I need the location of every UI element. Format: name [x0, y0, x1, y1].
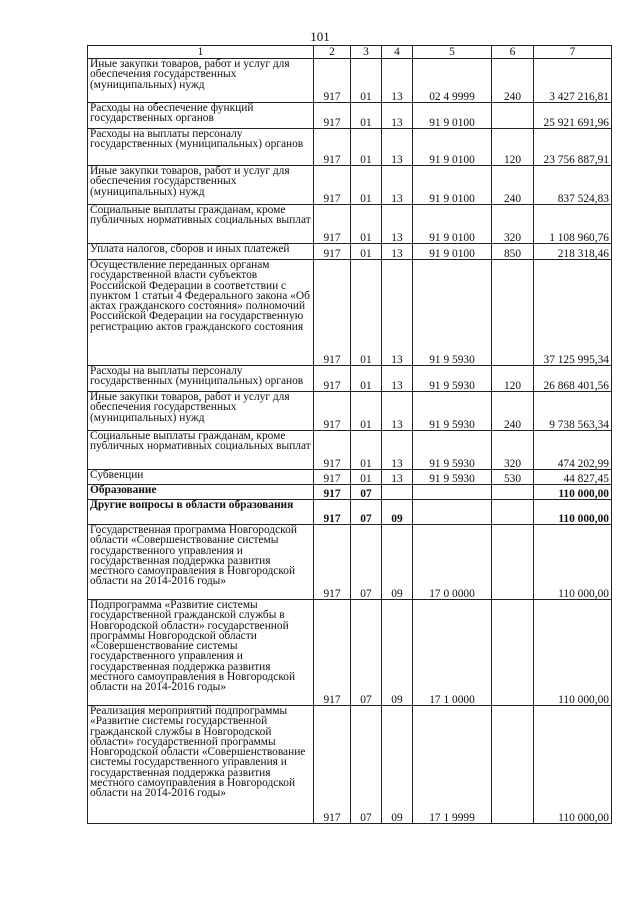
amount: 474 202,99 — [534, 431, 612, 470]
item-name: Расходы на обеспечение функций государственных органов — [88, 103, 314, 129]
subsection-code: 09 — [382, 706, 413, 824]
subsection-code: 13 — [382, 103, 413, 129]
target-article-code: 91 9 0100 — [413, 205, 492, 244]
table-row — [88, 485, 612, 500]
section-code: 01 — [351, 366, 382, 392]
table-row — [88, 129, 612, 166]
expense-type-code: 120 — [492, 129, 534, 166]
target-article-code: 17 1 9999 — [413, 706, 492, 824]
table-row — [88, 706, 612, 824]
expense-type-code: 320 — [492, 431, 534, 470]
page-number: 101 — [310, 29, 330, 44]
target-article-code: 17 0 0000 — [413, 525, 492, 600]
item-name: Осуществление переданных органам государственной власти субъектов Российской Федерации в соответствии с пунктом 1 статьи 4 Федерального закона «Об актах гражданского состояния» полномочий Российской Федерации на государственную регистрацию актов гражданского состояния — [88, 260, 314, 366]
section-code: 07 — [351, 485, 382, 500]
expense-type-code — [492, 706, 534, 824]
table-row — [88, 103, 612, 129]
item-name: Подпрограмма «Развитие системы государственной гражданской службы в Новгородской области» государственной программы Новгородской области «Совершенствование системы государственного управления и государственная поддержка развития местного самоуправления в Новгородской области на 2014-2016 годы» — [88, 600, 314, 706]
target-article-code: 91 9 5930 — [413, 470, 492, 485]
subsection-code: 13 — [382, 166, 413, 205]
item-name: Социальные выплаты гражданам, кроме публичных нормативных социальных выплат — [88, 431, 314, 470]
ministry-code: 917 — [314, 706, 351, 824]
section-code: 01 — [351, 392, 382, 431]
section-code: 07 — [351, 525, 382, 600]
expense-type-code — [492, 485, 534, 500]
table-row — [88, 244, 612, 260]
ministry-code: 917 — [314, 129, 351, 166]
item-name: Другие вопросы в области образования — [88, 500, 314, 525]
target-article-code: 91 9 0100 — [413, 129, 492, 166]
subsection-code: 13 — [382, 129, 413, 166]
ministry-code: 917 — [314, 260, 351, 366]
section-code: 01 — [351, 431, 382, 470]
section-code: 01 — [351, 244, 382, 260]
expense-type-code: 240 — [492, 59, 534, 103]
item-name: Расходы на выплаты персоналу государственных (муниципальных) органов — [88, 129, 314, 166]
subsection-code — [382, 485, 413, 500]
amount: 218 318,46 — [534, 244, 612, 260]
item-name: Расходы на выплаты персоналу государственных (муниципальных) органов — [88, 366, 314, 392]
table-row — [88, 431, 612, 470]
subsection-code: 09 — [382, 525, 413, 600]
table-row — [88, 525, 612, 600]
section-code: 01 — [351, 103, 382, 129]
subsection-code: 13 — [382, 260, 413, 366]
amount: 9 738 563,34 — [534, 392, 612, 431]
ministry-code: 917 — [314, 431, 351, 470]
subsection-code: 09 — [382, 500, 413, 525]
ministry-code: 917 — [314, 525, 351, 600]
expense-type-code: 850 — [492, 244, 534, 260]
expense-type-code — [492, 525, 534, 600]
table-row — [88, 392, 612, 431]
budget-table — [87, 45, 612, 824]
amount: 23 756 887,91 — [534, 129, 612, 166]
ministry-code: 917 — [314, 485, 351, 500]
ministry-code: 917 — [314, 59, 351, 103]
amount: 110 000,00 — [534, 600, 612, 706]
target-article-code: 91 9 0100 — [413, 244, 492, 260]
target-article-code — [413, 500, 492, 525]
subsection-code: 13 — [382, 470, 413, 485]
column-header: 4 — [382, 46, 413, 59]
item-name: Иные закупки товаров, работ и услуг для обеспечения государственных (муниципальных) нужд — [88, 59, 314, 103]
item-name: Социальные выплаты гражданам, кроме публичных нормативных социальных выплат — [88, 205, 314, 244]
amount: 110 000,00 — [534, 525, 612, 600]
amount: 110 000,00 — [534, 485, 612, 500]
table-row — [88, 500, 612, 525]
section-code: 07 — [351, 600, 382, 706]
section-code: 07 — [351, 706, 382, 824]
target-article-code: 17 1 0000 — [413, 600, 492, 706]
subsection-code: 13 — [382, 244, 413, 260]
table-row — [88, 166, 612, 205]
target-article-code — [413, 485, 492, 500]
ministry-code: 917 — [314, 103, 351, 129]
target-article-code: 91 9 0100 — [413, 103, 492, 129]
target-article-code: 91 9 5930 — [413, 431, 492, 470]
subsection-code: 13 — [382, 205, 413, 244]
table-row — [88, 600, 612, 706]
expense-type-code — [492, 103, 534, 129]
target-article-code: 91 9 0100 — [413, 166, 492, 205]
amount: 26 868 401,56 — [534, 366, 612, 392]
column-header: 6 — [492, 46, 534, 59]
target-article-code: 02 4 9999 — [413, 59, 492, 103]
expense-type-code: 240 — [492, 392, 534, 431]
amount: 44 827,45 — [534, 470, 612, 485]
item-name: Уплата налогов, сборов и иных платежей — [88, 244, 314, 260]
expense-type-code — [492, 500, 534, 525]
subsection-code: 09 — [382, 600, 413, 706]
section-code: 01 — [351, 470, 382, 485]
subsection-code: 13 — [382, 431, 413, 470]
section-code: 01 — [351, 59, 382, 103]
section-code: 07 — [351, 500, 382, 525]
amount: 3 427 216,81 — [534, 59, 612, 103]
expense-type-code: 240 — [492, 166, 534, 205]
section-code: 01 — [351, 205, 382, 244]
ministry-code: 917 — [314, 166, 351, 205]
amount: 110 000,00 — [534, 500, 612, 525]
expense-type-code — [492, 260, 534, 366]
item-name: Государственная программа Новгородской области «Совершенствование системы государственного управления и государственная поддержка развития местного самоуправления в Новгородской области на 2014-2016 годы» — [88, 525, 314, 600]
target-article-code: 91 9 5930 — [413, 392, 492, 431]
column-header: 7 — [534, 46, 612, 59]
table-row — [88, 366, 612, 392]
subsection-code: 13 — [382, 366, 413, 392]
target-article-code: 91 9 5930 — [413, 260, 492, 366]
section-code: 01 — [351, 129, 382, 166]
expense-type-code: 120 — [492, 366, 534, 392]
ministry-code: 917 — [314, 392, 351, 431]
column-header: 2 — [314, 46, 351, 59]
expense-type-code: 320 — [492, 205, 534, 244]
amount: 1 108 960,76 — [534, 205, 612, 244]
item-name: Иные закупки товаров, работ и услуг для обеспечения государственных (муниципальных) нужд — [88, 392, 314, 431]
ministry-code: 917 — [314, 500, 351, 525]
item-name: Реализация мероприятий подпрограммы «Развитие системы государственной гражданской службы в Новгородской области» государственной программы Новгородской области «Совершенствование системы государственного управления и государственная поддержка развития местного самоуправления в Новгородской области на 2014-2016 годы» — [88, 706, 314, 824]
table-row — [88, 59, 612, 103]
item-name: Иные закупки товаров, работ и услуг для обеспечения государственных (муниципальных) нужд — [88, 166, 314, 205]
item-name: Субвенции — [88, 470, 314, 485]
column-header: 1 — [88, 46, 314, 59]
subsection-code: 13 — [382, 392, 413, 431]
target-article-code: 91 9 5930 — [413, 366, 492, 392]
amount: 25 921 691,96 — [534, 103, 612, 129]
ministry-code: 917 — [314, 470, 351, 485]
section-code: 01 — [351, 166, 382, 205]
ministry-code: 917 — [314, 205, 351, 244]
subsection-code: 13 — [382, 59, 413, 103]
table-row — [88, 260, 612, 366]
amount: 110 000,00 — [534, 706, 612, 824]
table-header-row — [88, 46, 612, 59]
expense-type-code: 530 — [492, 470, 534, 485]
ministry-code: 917 — [314, 600, 351, 706]
section-code: 01 — [351, 260, 382, 366]
amount: 837 524,83 — [534, 166, 612, 205]
item-name: Образование — [88, 485, 314, 500]
column-header: 5 — [413, 46, 492, 59]
amount: 37 125 995,34 — [534, 260, 612, 366]
table-row — [88, 205, 612, 244]
expense-type-code — [492, 600, 534, 706]
ministry-code: 917 — [314, 366, 351, 392]
table-row — [88, 470, 612, 485]
column-header: 3 — [351, 46, 382, 59]
ministry-code: 917 — [314, 244, 351, 260]
